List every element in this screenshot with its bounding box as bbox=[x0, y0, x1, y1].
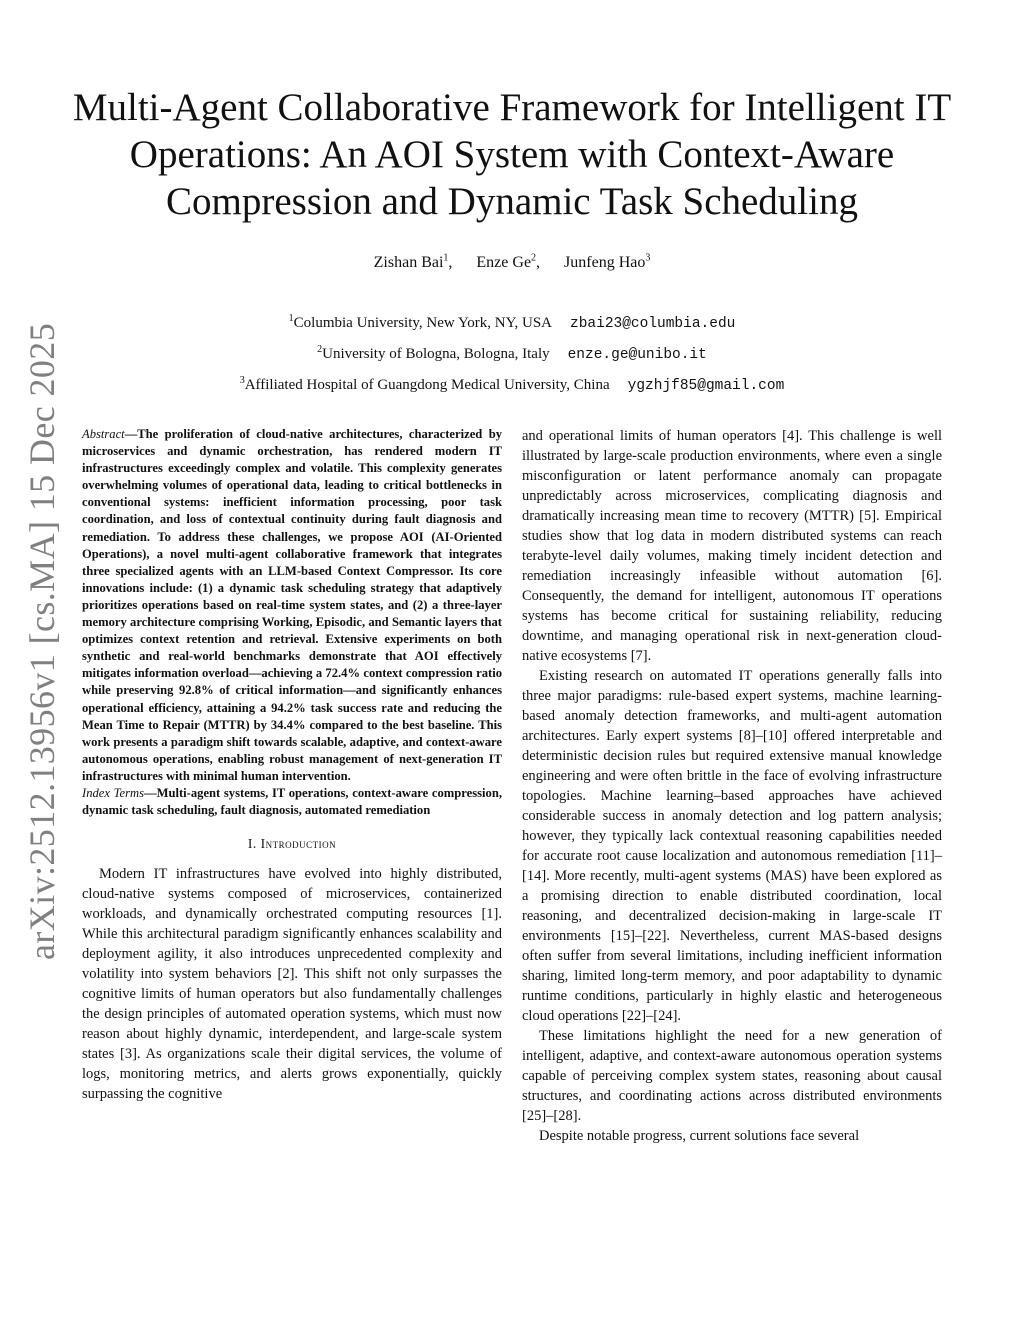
right-column bbox=[522, 426, 942, 1146]
section-heading bbox=[82, 836, 502, 852]
index-terms-label: Index Terms bbox=[82, 785, 144, 800]
paragraph: Modern IT infrastructures have evolved into highly distributed, cloud-native systems composed of microservices, containerized workloads, and dynamically orchestrated computing resources [1]. While this architectural paradigm significantly enhances scalability and deployment agility, it also introduces unprecedented complexity and volatility into system behaviors [2]. This shift not only surpasses the cognitive limits of human operators but also fundamentally challenges the design principles of automated operation systems, which must now reason about highly dynamic, interdependent, and large-scale system states [3]. As organizations scale their digital services, the volume of logs, monitoring metrics, and alerts grows exponentially, quickly surpassing the cognitive bbox=[82, 866, 502, 1103]
abstract-label: Abstract bbox=[82, 427, 125, 441]
paper-title: Multi-Agent Collaborative Framework for Intelligent IT Operations: An AOI System with Context-Aware Compression and Dynamic Task Scheduling bbox=[72, 86, 952, 223]
paragraph: Despite notable progress, current solutions face several bbox=[539, 1128, 860, 1144]
email-3: ygzhjf85@gmail.com bbox=[627, 378, 785, 394]
affiliation-list bbox=[60, 306, 964, 399]
section-number: I. bbox=[247, 836, 257, 852]
paragraph: These limitations highlight the need for a new generation of intelligent, adaptive, and context-aware autonomous operation systems capable of perceiving complex system states, reasoning about causal structures, and coordinating actions across distributed environments [25]–[28]. bbox=[522, 1028, 942, 1124]
affiliation-2: $^2$University of Bologna, Bologna, Italy enze.ge@unibo.it bbox=[317, 344, 707, 363]
paragraph: and operational limits of human operators [4]. This challenge is well illustrated by large-scale production environments, where even a single misconfiguration or latent performance anomaly can propagate unpredictably across microservices, complicating diagnosis and dramatically increasing mean time to recovery (MTTR) [5]. Empirical studies show that log data in modern distributed systems can reach terabyte-level daily volumes, making timely incident detection and remediation increasingly infeasible without automation [6]. Consequently, the demand for intelligent, autonomous IT operations systems has become critical for sustaining reliability, reducing downtime, and managing operational risk in next-generation cloud-native ecosystems [7]. bbox=[522, 428, 942, 664]
left-column bbox=[82, 426, 502, 1104]
affiliation-1: $^1$Columbia University, New York, NY, USA zbai23@columbia.edu bbox=[288, 313, 736, 332]
email-2: enze.ge@unibo.it bbox=[567, 347, 707, 363]
section-title: Introduction bbox=[260, 836, 337, 852]
index-terms bbox=[82, 785, 502, 819]
author-2: Enze Ge$^2$, bbox=[476, 253, 541, 272]
author-1: Zishan Bai$^1$, bbox=[373, 253, 453, 272]
email-1: zbai23@columbia.edu bbox=[570, 316, 736, 332]
author-list bbox=[60, 248, 964, 274]
affiliation-3: $^3$Affiliated Hospital of Guangdong Medical University, China ygzhjf85@gmail.com bbox=[239, 375, 785, 394]
abstract-text: —The proliferation of cloud-native architectures, characterized by microservices and dynamic orchestration, has rendered modern IT infrastructures exceedingly complex and volatile. This complexity generates overwhelming volumes of operational data, leading to critical bottlenecks in conventional systems: inefficient information processing, poor task coordination, and loss of contextual continuity during fault diagnosis and remediation. To address these challenges, we propose AOI (AI-Oriented Operations), a novel multi-agent collaborative framework that integrates three specialized agents with an LLM-based Context Compressor. Its core innovations include: (1) a dynamic task scheduling strategy that adaptively prioritizes operations based on real-time system states, and (2) a three-layer memory architecture comprising Working, Episodic, and Semantic layers that optimizes context retention and retrieval. Extensive experiments on both synthetic and real-world benchmarks demonstrate that AOI effectively mitigates information overload—achieving a 72.4% context compression ratio while preserving 92.8% of critical information—and significantly enhances operational efficiency, attaining a 94.2% task success rate and reducing the Mean Time to Repair (MTTR) by 34.4% compared to the best baseline. This work presents a paradigm shift towards scalable, adaptive, and context-aware autonomous operations, enabling robust management of next-generation IT infrastructures with minimal human intervention. bbox=[82, 427, 502, 783]
arxiv-identifier: arXiv:2512.13956v1 [cs.MA] 15 Dec 2025 bbox=[22, 322, 62, 960]
author-3: Junfeng Hao$^3$ bbox=[564, 253, 651, 272]
index-terms-text: —Multi-agent systems, IT operations, context-aware compression, dynamic task scheduling, fault diagnosis, automated remediation bbox=[82, 785, 502, 818]
paragraph: Existing research on automated IT operations generally falls into three major paradigms: rule-based expert systems, machine learning-based anomaly detection frameworks, and multi-agent automation architectures. Early expert systems [8]–[10] offered interpretable and deterministic decision rules but required extensive manual knowledge engineering and were often brittle in the face of evolving infrastructure topologies. Machine learning–based approaches have achieved considerable success in anomaly detection and log pattern analysis; however, they typically lack contextual reasoning capabilities needed for accurate root cause localization and autonomous remediation [11]–[14]. More recently, multi-agent systems (MAS) have been explored as a promising direction to enable distributed coordination, local reasoning, and decentralized decision-making in large-scale IT environments [15]–[22]. Nevertheless, current MAS-based designs often suffer from several limitations, including inefficient information sharing, limited long-term memory, and poor adaptability to dynamic runtime conditions, particularly in highly elastic and heterogeneous cloud operations [22]–[24]. bbox=[522, 668, 942, 1024]
abstract bbox=[82, 426, 502, 785]
